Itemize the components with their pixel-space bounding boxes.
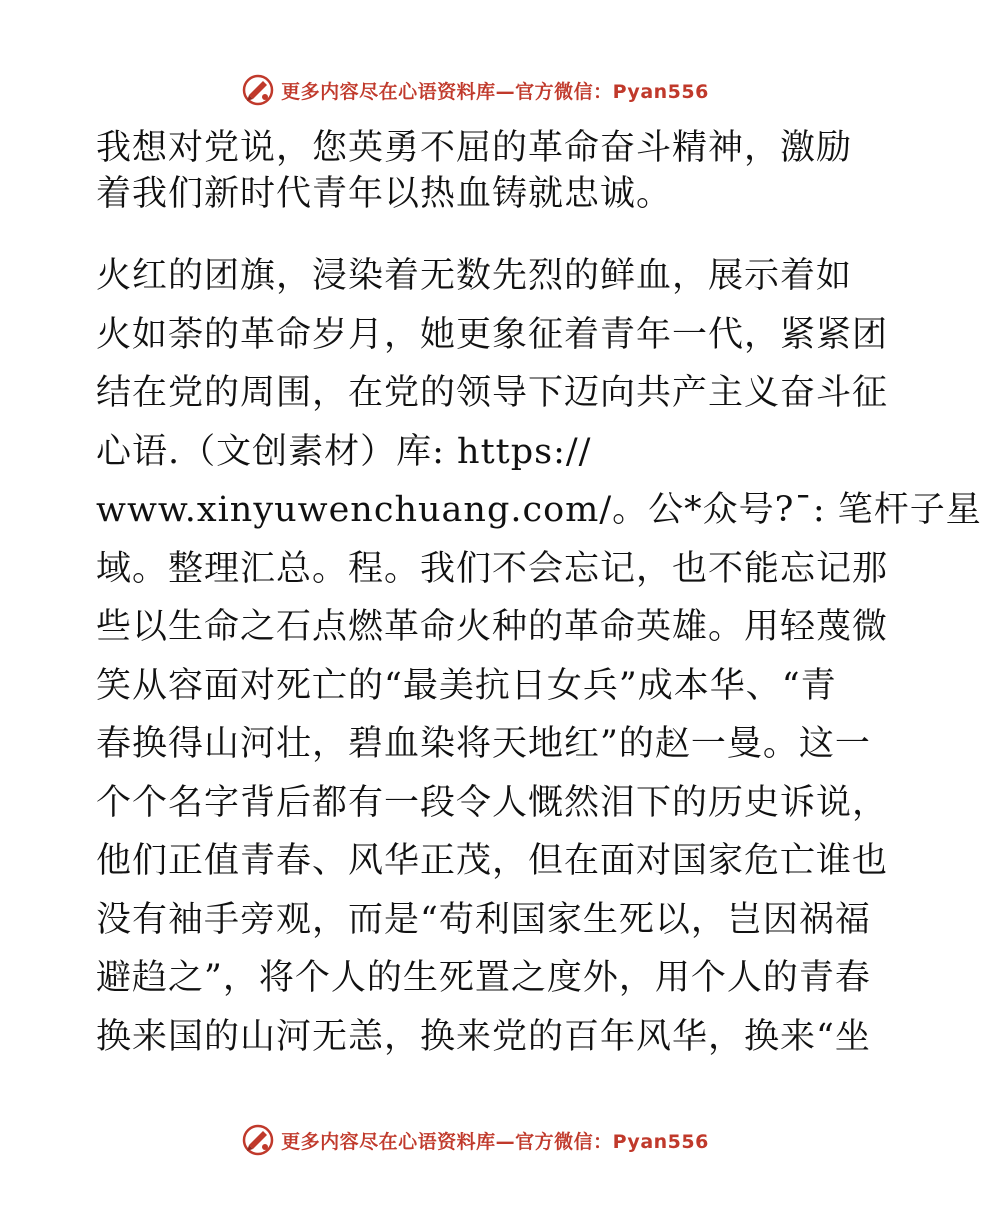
pen-logo-icon bbox=[241, 73, 275, 107]
paragraph-line: 春换得山河壮，碧血染将天地红”的赵一曼。这一 bbox=[96, 724, 871, 764]
paragraph-line: 域。整理汇总。程。我们不会忘记，也不能忘记那 bbox=[96, 548, 889, 589]
paragraph-line: 心语.（文创素材）库: https:// bbox=[96, 431, 592, 472]
paragraph-line: 火如荼的革命岁月，她更象征着青年一代，紧紧团 bbox=[96, 314, 889, 355]
paragraph-1 bbox=[96, 125, 856, 217]
paragraph-line: 换来国的山河无恙，换来党的百年风华，换来“坐 bbox=[96, 1016, 871, 1057]
paragraph-line: 着我们新时代青年以热血铸就忠诚。 bbox=[96, 174, 673, 214]
paragraph-line: 没有袖手旁观，而是“苟利国家生死以，岂因祸福 bbox=[96, 899, 871, 940]
header-banner-text: 更多内容尽在心语资料库—官方微信：Pyan556 bbox=[281, 80, 709, 103]
paragraph-line: 他们正值青春、风华正茂，但在面对国家危亡谁也 bbox=[96, 841, 889, 881]
paragraph-line: 笑从容面对死亡的“最美抗日女兵”成本华、“青 bbox=[96, 665, 837, 706]
pen-logo-icon bbox=[241, 1123, 275, 1157]
footer-banner-text: 更多内容尽在心语资料库—官方微信：Pyan556 bbox=[281, 1130, 709, 1153]
paragraph-line: 我想对党说，您英勇不屈的革命奋斗精神，激励 bbox=[96, 128, 853, 168]
paragraph-line: 火红的团旗，浸染着无数先烈的鲜血，展示着如 bbox=[96, 256, 853, 296]
document-body bbox=[96, 125, 982, 1066]
paragraph-line: www.xinyuwenchuang.com/。公*众号?¯: 笔杆子星 bbox=[96, 490, 982, 530]
paragraph-line: 结在党的周围，在党的领导下迈向共产主义奋斗征 bbox=[96, 373, 889, 413]
paragraph-2 bbox=[96, 247, 982, 1066]
paragraph-line: 个个名字背后都有一段令人慨然泪下的历史诉说， bbox=[96, 782, 889, 823]
header-banner bbox=[0, 70, 950, 110]
footer-banner bbox=[0, 1120, 950, 1160]
paragraph-line: 避趋之”，将个人的生死置之度外，用个人的青春 bbox=[96, 958, 871, 998]
paragraph-line: 些以生命之石点燃革命火种的革命英雄。用轻蔑微 bbox=[96, 607, 889, 647]
